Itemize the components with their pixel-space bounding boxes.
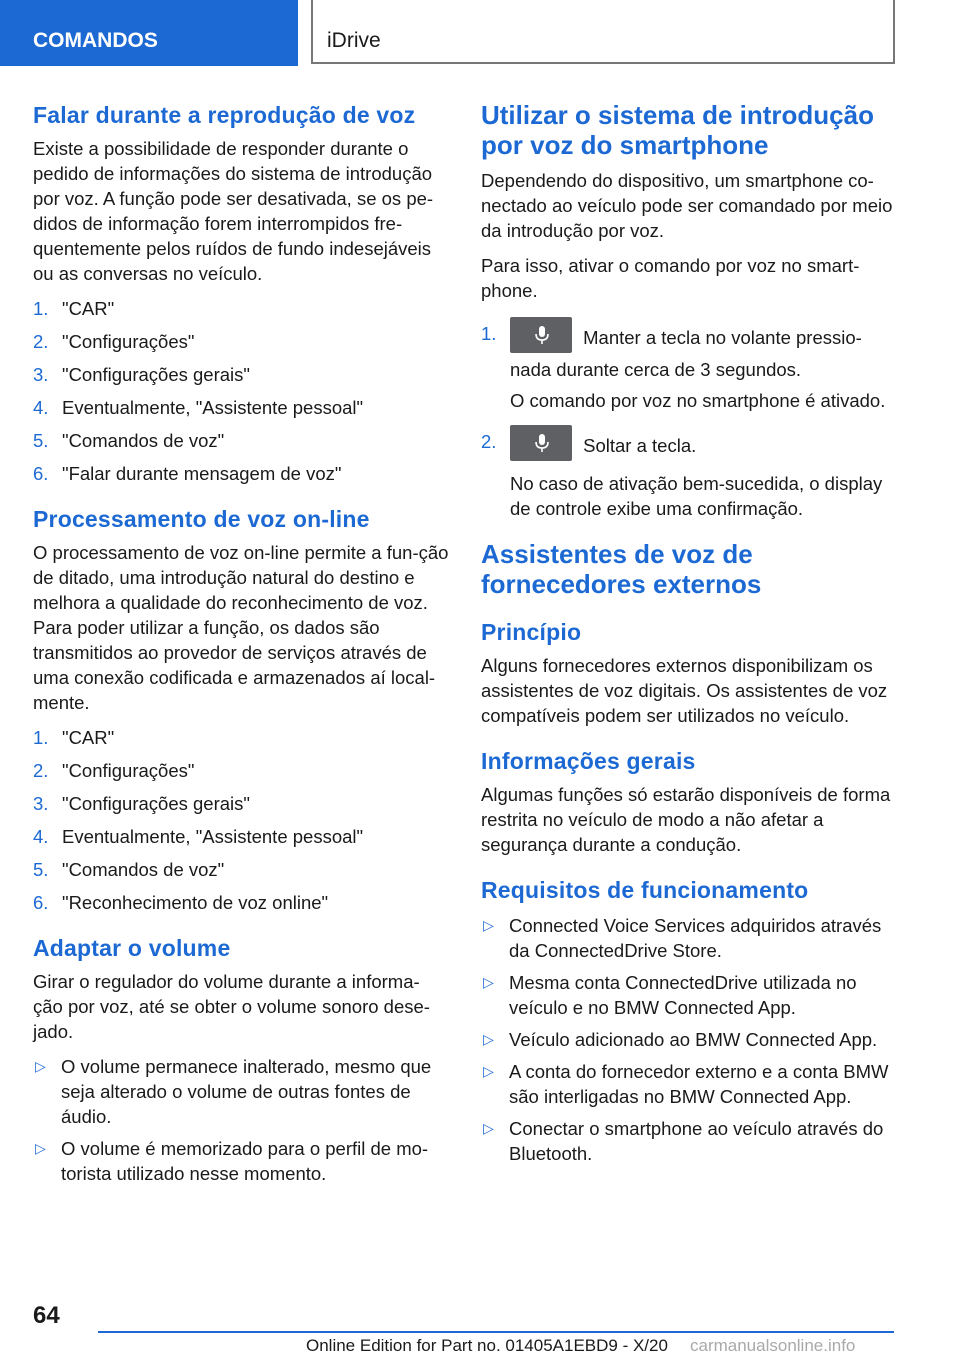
step-text: "Falar durante mensagem de voz" bbox=[62, 463, 342, 484]
section-principle bbox=[481, 617, 899, 728]
step-item bbox=[33, 758, 449, 783]
step-item bbox=[33, 824, 449, 849]
bullet-item bbox=[481, 913, 899, 963]
step-list bbox=[33, 725, 449, 915]
bullet-text: A conta do fornecedor externo e a conta BMW são interligadas no BMW Connected App. bbox=[509, 1061, 889, 1107]
bullet-text: Connected Voice Services adquiridos através da ConnectedDrive Store. bbox=[509, 915, 882, 961]
section-title: Assistentes de voz de fornecedores externos bbox=[481, 539, 762, 599]
step-item bbox=[33, 395, 449, 420]
step-item bbox=[481, 321, 899, 413]
triangle-bullet-icon: ▷ bbox=[35, 1140, 46, 1156]
paragraph: Alguns fornecedores externos disponibilizam os assistentes de voz digitais. Os assistentes de voz compatíveis podem ser utilizados no veículo. bbox=[481, 655, 888, 726]
step-item bbox=[33, 362, 449, 387]
subsection-title: Informações gerais bbox=[481, 748, 696, 774]
bullet-item bbox=[33, 1054, 449, 1129]
chapter-tab: iDrive bbox=[311, 0, 895, 64]
page-header bbox=[0, 0, 960, 66]
step-text: "Configurações gerais" bbox=[62, 793, 250, 814]
step-result: No caso de ativação bem-sucedida, o display de controle exibe uma confirmação. bbox=[510, 473, 883, 519]
paragraph: Dependendo do dispositivo, um smartphone co-nectado ao veículo pode ser comandado por meio da introdução por voz. bbox=[481, 170, 893, 241]
paragraph: Algumas funções só estarão disponíveis de forma restrita no veículo de modo a não afetar a segurança durante a condução. bbox=[481, 784, 891, 855]
bullet-item bbox=[33, 1136, 449, 1186]
edition-text: Online Edition for Part no. 01405A1EBD9 - X/20 bbox=[306, 1336, 668, 1355]
bullet-text: Mesma conta ConnectedDrive utilizada no veículo e no BMW Connected App. bbox=[509, 972, 857, 1018]
step-number: 2. bbox=[33, 760, 49, 781]
bullet-list bbox=[33, 1054, 449, 1186]
step-text: "Comandos de voz" bbox=[62, 859, 225, 880]
step-text: "Reconhecimento de voz online" bbox=[62, 892, 329, 913]
section-adjust-volume bbox=[33, 933, 449, 1186]
bullet-list bbox=[481, 913, 899, 1166]
step-item bbox=[481, 429, 899, 521]
step-result: O comando por voz no smartphone é ativado. bbox=[510, 390, 886, 411]
bullet-text: Veículo adicionado ao BMW Connected App. bbox=[509, 1029, 878, 1050]
bullet-text: Conectar o smartphone ao veículo através do Bluetooth. bbox=[509, 1118, 884, 1164]
step-text: "CAR" bbox=[62, 727, 115, 748]
step-text: "Configurações" bbox=[62, 331, 195, 352]
bullet-text: O volume é memorizado para o perfil de mo-torista utilizado nesse momento. bbox=[61, 1138, 429, 1184]
step-list bbox=[481, 321, 899, 521]
bullet-item bbox=[481, 1027, 899, 1052]
step-item bbox=[33, 725, 449, 750]
step-text: "Configurações gerais" bbox=[62, 364, 250, 385]
step-text: Soltar a tecla. bbox=[583, 434, 697, 456]
microphone-icon bbox=[534, 325, 550, 345]
section-title: Falar durante a reprodução de voz bbox=[33, 102, 416, 128]
paragraph: Girar o regulador do volume durante a informa-ção por voz, até se obter o volume sonoro dese-jado. bbox=[33, 971, 430, 1042]
section-title: Utilizar o sistema de introdução por voz do smartphone bbox=[481, 100, 874, 160]
step-item bbox=[33, 857, 449, 882]
step-text: "Comandos de voz" bbox=[62, 430, 225, 451]
page-number: 64 bbox=[33, 1302, 60, 1329]
step-text: Eventualmente, "Assistente pessoal" bbox=[62, 397, 364, 418]
step-number: 3. bbox=[33, 793, 49, 814]
watermark: carmanualsonline.info bbox=[690, 1336, 856, 1355]
section-title: Processamento de voz on-line bbox=[33, 506, 370, 532]
step-list bbox=[33, 296, 449, 486]
bullet-item bbox=[481, 1059, 899, 1109]
section-title: Adaptar o volume bbox=[33, 935, 231, 961]
step-number: 6. bbox=[33, 463, 49, 484]
left-column bbox=[33, 100, 449, 1204]
step-number: 4. bbox=[33, 397, 49, 418]
footer-divider bbox=[98, 1331, 894, 1333]
step-number: 1. bbox=[33, 727, 49, 748]
paragraph: Existe a possibilidade de responder durante o pedido de informações do sistema de introdução por voz. A função pode ser desativada, se os pe-didos de informação forem interrompidos fre-quentemente pelos ruídos de fundo indesejáveis ou as conversas no veículo. bbox=[33, 138, 434, 284]
step-number: 4. bbox=[33, 826, 49, 847]
step-number: 2. bbox=[481, 431, 497, 452]
triangle-bullet-icon: ▷ bbox=[483, 917, 494, 933]
paragraph: Para isso, ativar o comando por voz no smart-phone. bbox=[481, 255, 860, 301]
triangle-bullet-icon: ▷ bbox=[483, 1120, 494, 1136]
section-online-processing bbox=[33, 504, 449, 915]
voice-button-image bbox=[510, 317, 572, 353]
step-item bbox=[33, 791, 449, 816]
step-item bbox=[33, 428, 449, 453]
step-number: 5. bbox=[33, 430, 49, 451]
step-item bbox=[33, 890, 449, 915]
bullet-item bbox=[481, 1116, 899, 1166]
step-number: 6. bbox=[33, 892, 49, 913]
step-item bbox=[33, 461, 449, 486]
step-number: 5. bbox=[33, 859, 49, 880]
section-speak-during-voice bbox=[33, 100, 449, 486]
bullet-text: O volume permanece inalterado, mesmo que seja alterado o volume de outras fontes de áudio. bbox=[61, 1056, 432, 1127]
microphone-icon bbox=[534, 433, 550, 453]
step-text: Manter a tecla no volante pressio-nada durante cerca de 3 segundos. bbox=[510, 326, 862, 380]
step-text: Eventualmente, "Assistente pessoal" bbox=[62, 826, 364, 847]
voice-button-image bbox=[510, 425, 572, 461]
triangle-bullet-icon: ▷ bbox=[35, 1058, 46, 1074]
step-text: "Configurações" bbox=[62, 760, 195, 781]
subsection-title: Requisitos de funcionamento bbox=[481, 877, 809, 903]
section-general-info bbox=[481, 746, 899, 857]
section-smartphone-voice bbox=[481, 100, 899, 521]
step-number: 1. bbox=[481, 323, 497, 344]
section-requirements bbox=[481, 875, 899, 1166]
triangle-bullet-icon: ▷ bbox=[483, 974, 494, 990]
step-item bbox=[33, 296, 449, 321]
section-tab: COMANDOS bbox=[0, 0, 298, 66]
step-number: 3. bbox=[33, 364, 49, 385]
bullet-item bbox=[481, 970, 899, 1020]
right-column bbox=[481, 100, 899, 1184]
step-number: 1. bbox=[33, 298, 49, 319]
step-number: 2. bbox=[33, 331, 49, 352]
triangle-bullet-icon: ▷ bbox=[483, 1063, 494, 1079]
paragraph: O processamento de voz on-line permite a fun-ção de ditado, uma introdução natural do destino e melhora a qualidade do reconhecimento de voz. Para poder utilizar a função, os dados são transmitidos ao provedor de serviços através de uma conexão codificada e armazenados aí local-mente. bbox=[33, 542, 449, 713]
subsection-title: Princípio bbox=[481, 619, 582, 645]
triangle-bullet-icon: ▷ bbox=[483, 1031, 494, 1047]
section-external-assistants bbox=[481, 539, 899, 599]
step-text: "CAR" bbox=[62, 298, 115, 319]
step-item bbox=[33, 329, 449, 354]
